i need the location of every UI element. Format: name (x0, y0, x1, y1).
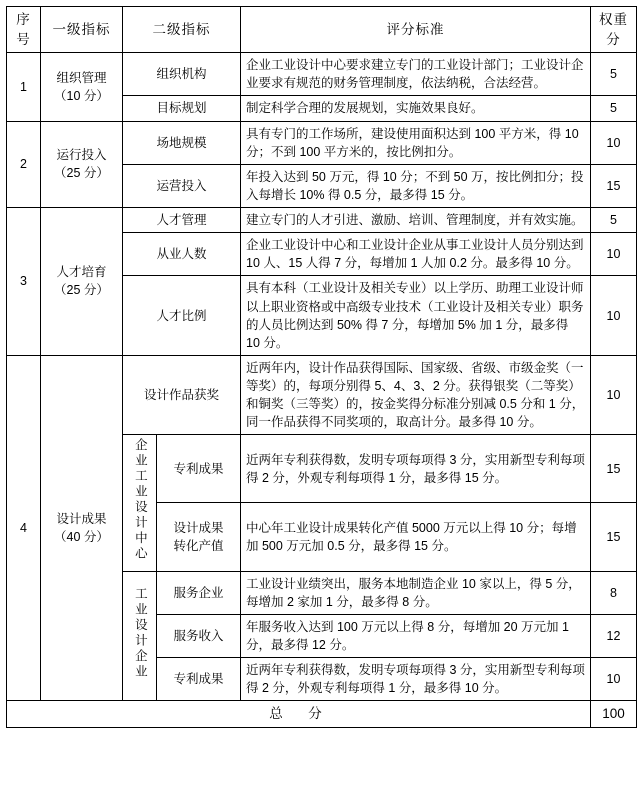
level1-name: 人才培育 (56, 265, 107, 280)
row-level2: 目标规划 (123, 96, 241, 121)
row-weight: 5 (591, 53, 637, 96)
row-criteria: 年投入达到 50 万元，得 10 分；不到 50 万，按比例扣分；投入每增长 10% 得 0.5 分，最多得 15 分。 (241, 164, 591, 207)
row-group (123, 571, 157, 701)
level1-score: （10 分） (54, 88, 109, 103)
table-header-row (7, 7, 637, 53)
row-level1 (41, 208, 123, 356)
row-weight: 5 (591, 96, 637, 121)
row-criteria: 工业设计业绩突出，服务本地制造企业 10 家以上，得 5 分，每增加 2 家加 1 分，最多得 8 分。 (241, 571, 591, 614)
scoring-criteria-table (6, 6, 637, 728)
row-level2: 服务企业 (157, 571, 241, 614)
row-level2: 运营投入 (123, 164, 241, 207)
row-level2-line1: 设计成果 (173, 520, 224, 535)
row-weight: 15 (591, 435, 637, 503)
total-value: 100 (591, 701, 637, 728)
header-level2: 二级指标 (123, 7, 241, 53)
row-group-label: 企业工业设计中心 (133, 438, 148, 563)
total-label: 总 分 (7, 701, 591, 728)
row-weight: 5 (591, 208, 637, 233)
row-level2-line2: 转化产值 (173, 538, 224, 553)
row-weight: 15 (591, 164, 637, 207)
row-weight: 10 (591, 355, 637, 435)
row-criteria: 建立专门的人才引进、激励、培训、管理制度，并有效实施。 (241, 208, 591, 233)
header-weight: 权重分 (591, 7, 637, 53)
row-group-label: 工业设计企业 (133, 586, 148, 680)
row-group (123, 435, 157, 571)
row-level2: 组织机构 (123, 53, 241, 96)
row-level1 (41, 53, 123, 121)
level1-score: （25 分） (54, 283, 109, 298)
row-level2 (157, 503, 241, 571)
level1-name: 组织管理 (56, 70, 107, 85)
row-level2: 人才管理 (123, 208, 241, 233)
row-criteria: 制定科学合理的发展规划，实施效果良好。 (241, 96, 591, 121)
table-row (7, 355, 637, 435)
row-level2: 场地规模 (123, 121, 241, 164)
row-criteria: 近两年专利获得数，发明专项每项得 3 分，实用新型专利每项得 2 分，外观专利每项得 1 分，最多得 10 分。 (241, 658, 591, 701)
row-criteria: 具有专门的工作场所，建设使用面积达到 100 平方米，得 10 分；不到 100 平方米的，按比例扣分。 (241, 121, 591, 164)
row-level2: 从业人数 (123, 233, 241, 276)
row-weight: 8 (591, 571, 637, 614)
row-level2: 专利成果 (157, 658, 241, 701)
row-seq: 2 (7, 121, 41, 208)
row-level2: 人才比例 (123, 276, 241, 356)
row-criteria: 近两年内，设计作品获得国际、国家级、省级、市级金奖（一等奖）的，每项分别得 5、4、3、2 分。获得银奖（二等奖）和铜奖（三等奖）的，按金奖得分标准分别减 0.5 分和 1 分，同一作品获得不同奖项的，取高计分。最多得 10 分。 (241, 355, 591, 435)
row-seq: 1 (7, 53, 41, 121)
row-criteria: 企业工业设计中心和工业设计企业从事工业设计人员分别达到 10 人、15 人得 7 分，每增加 1 人加 0.2 分。最多得 10 分。 (241, 233, 591, 276)
header-level1: 一级指标 (41, 7, 123, 53)
row-criteria: 年服务收入达到 100 万元以上得 8 分，每增加 20 万元加 1 分，最多得 12 分。 (241, 614, 591, 657)
table-row (7, 53, 637, 96)
row-level2: 专利成果 (157, 435, 241, 503)
level1-score: （25 分） (54, 166, 109, 181)
row-weight: 10 (591, 658, 637, 701)
row-criteria: 中心年工业设计成果转化产值 5000 万元以上得 10 分；每增加 500 万元加 0.5 分，最多得 15 分。 (241, 503, 591, 571)
table-row (7, 208, 637, 233)
row-weight: 10 (591, 233, 637, 276)
row-level1 (41, 121, 123, 208)
row-criteria: 近两年专利获得数，发明专项每项得 3 分，实用新型专利每项得 2 分，外观专利每项得 1 分，最多得 15 分。 (241, 435, 591, 503)
level1-name: 设计成果 (56, 511, 107, 526)
row-weight: 10 (591, 121, 637, 164)
row-criteria: 企业工业设计中心要求建立专门的工业设计部门；工业设计企业要求有规范的财务管理制度，依法纳税，合法经营。 (241, 53, 591, 96)
table-row (7, 121, 637, 164)
row-criteria: 具有本科（工业设计及相关专业）以上学历、助理工业设计师以上职业资格或中高级专业技术（工业设计及相关专业）职务的人员比例达到 50% 得 7 分，每增加 5% 加 1 分，最多得 10 分。 (241, 276, 591, 356)
row-weight: 10 (591, 276, 637, 356)
header-seq: 序号 (7, 7, 41, 53)
row-seq: 4 (7, 355, 41, 700)
total-row (7, 701, 637, 728)
header-criteria: 评分标准 (241, 7, 591, 53)
level1-name: 运行投入 (56, 148, 107, 163)
row-seq: 3 (7, 208, 41, 356)
level1-score: （40 分） (54, 530, 109, 545)
row-weight: 15 (591, 503, 637, 571)
row-weight: 12 (591, 614, 637, 657)
row-level2: 设计作品获奖 (123, 355, 241, 435)
row-level2: 服务收入 (157, 614, 241, 657)
row-level1 (41, 355, 123, 700)
